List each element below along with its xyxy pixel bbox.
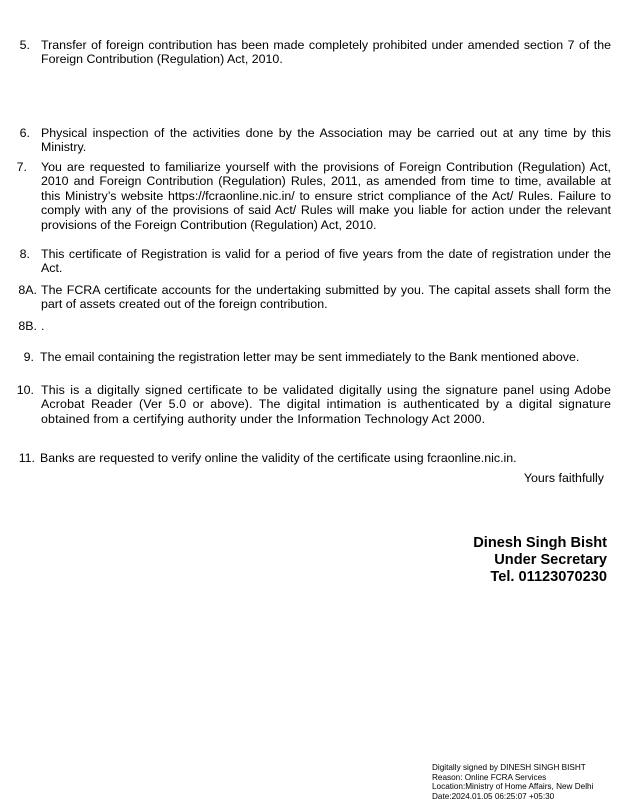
clause-text: The FCRA certificate accounts for the undertaking submitted by you. The capital assets shall form the part of assets created out of the foreign contribution. bbox=[41, 283, 611, 312]
closing-salutation: Yours faithfully bbox=[523, 471, 604, 485]
signatory-name: Dinesh Singh Bisht bbox=[473, 535, 607, 551]
digital-signature-block bbox=[432, 763, 637, 801]
clause-number: 5. bbox=[19, 38, 30, 52]
signatory-phone: Tel. 01123070230 bbox=[490, 569, 607, 585]
clause-text: You are requested to familiarize yourself with the provisions of Foreign Contribution (Regulation) Act, 2010 and Foreign Contribution (Regulation) Rules, 2011, as amended from time to time, available at this Ministry’s website https://fcraonline.nic.in/ to ensure strict compliance of the Act/ Rules. Failure to comply with any of the provisions of said Act/ Rules will make you liable for action under the relevant provisions of the Foreign Contribution (Regulation) Act, 2010. bbox=[41, 160, 611, 232]
clause-number: 11. bbox=[18, 451, 35, 465]
clause-text: . bbox=[41, 319, 45, 333]
clause-number: 9. bbox=[23, 350, 34, 364]
clause-text: Physical inspection of the activities done by the Association may be carried out at any time by this Ministry. bbox=[41, 126, 611, 155]
signatory-designation: Under Secretary bbox=[494, 552, 607, 568]
clause-text: This is a digitally signed certificate to be validated digitally using the signature panel using Adobe Acrobat Reader (Ver 5.0 or above). The digital intimation is authenticated by a digital signature obtained from a certifying authority under the Information Technology Act 2000. bbox=[41, 383, 611, 426]
clause-number: 7. bbox=[16, 160, 27, 174]
clause-text: The email containing the registration letter may be sent immediately to the Bank mentioned above. bbox=[40, 350, 580, 364]
clause-text: Transfer of foreign contribution has been made completely prohibited under amended section 7 of the Foreign Contribution (Regulation) Act, 2010. bbox=[41, 38, 611, 67]
digital-signature-reason: Reason: Online FCRA Services bbox=[432, 772, 547, 782]
clause-number: 10. bbox=[16, 383, 34, 397]
clause-number: 6. bbox=[19, 126, 30, 140]
clause-number: 8B. bbox=[18, 319, 37, 333]
digital-signature-date: Date:2024.01.05 06:25:07 +05:30 bbox=[432, 791, 555, 801]
clause-number: 8. bbox=[19, 247, 30, 261]
clause-text: Banks are requested to verify online the validity of the certificate using fcraonline.nic.in. bbox=[40, 451, 517, 465]
digital-signature-signer: Digitally signed by DINESH SINGH BISHT bbox=[432, 763, 586, 772]
clause-number: 8A. bbox=[18, 283, 37, 297]
clause-text: This certificate of Registration is valid for a period of five years from the date of registration under the Act. bbox=[41, 247, 611, 276]
digital-signature-location: Location:Ministry of Home Affairs, New Delhi bbox=[432, 782, 594, 792]
